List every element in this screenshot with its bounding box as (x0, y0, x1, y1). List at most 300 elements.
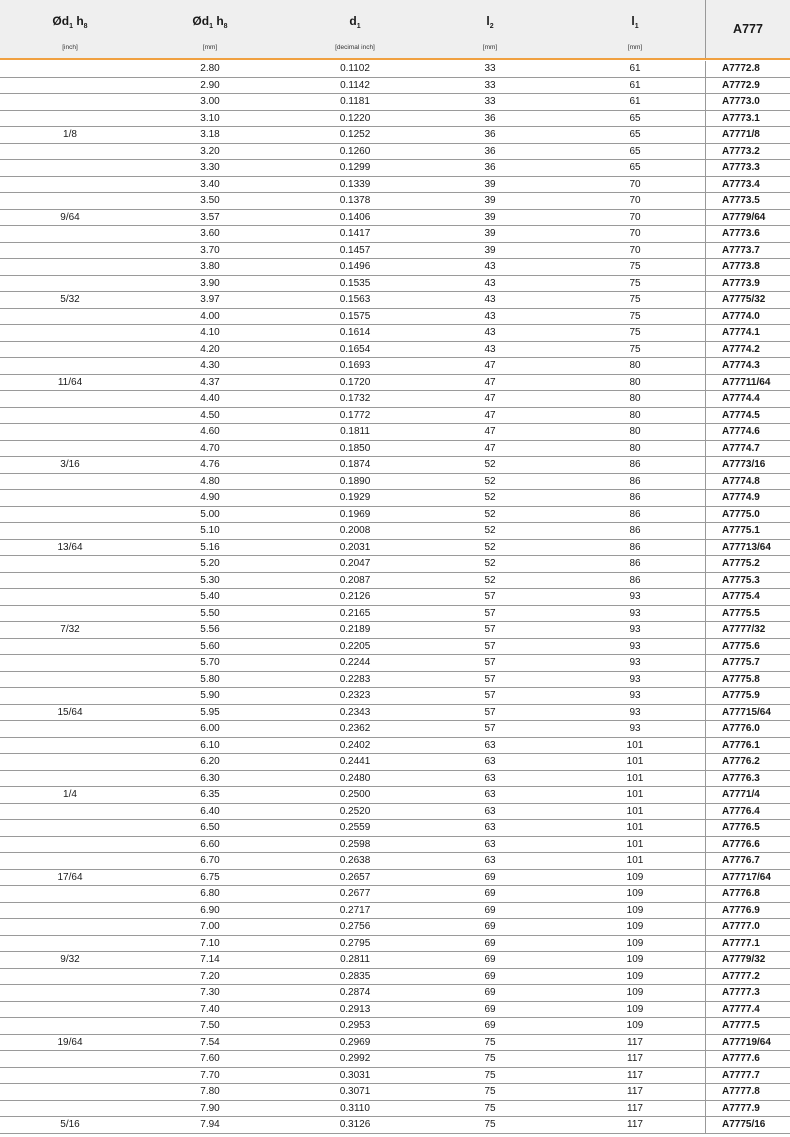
cell-diameter-mm: 6.60 (200, 838, 220, 850)
cell-length-l1: 75 (629, 310, 641, 322)
cell-length-l2: 63 (484, 772, 496, 784)
cell-article-code: A7776.6 (705, 837, 790, 854)
cell-diameter-decimal: 0.1890 (339, 475, 371, 487)
cell-diameter-decimal: 0.2835 (339, 970, 371, 982)
header-diameter-decimal: $d_1$ [decimal inch] (310, 0, 400, 58)
cell-diameter-decimal: 0.1406 (339, 211, 371, 223)
cell-diameter-decimal: 0.2126 (339, 591, 371, 602)
cell-length-l1: 93 (629, 607, 641, 619)
cell-diameter-mm: 7.90 (200, 1102, 220, 1114)
cell-diameter-mm: 3.20 (200, 145, 220, 157)
table-row (0, 639, 790, 656)
cell-length-l2: 75 (484, 1102, 496, 1114)
cell-length-l2: 52 (484, 459, 496, 470)
cell-length-l1: 93 (629, 640, 641, 652)
cell-article-code: A7773.3 (705, 160, 790, 177)
cell-article-code: A7774.3 (705, 358, 790, 375)
cell-diameter-decimal: 0.1102 (340, 63, 370, 74)
cell-diameter-decimal: 0.1299 (339, 162, 371, 173)
cell-diameter-decimal: 0.2638 (339, 855, 371, 866)
cell-length-l1: 101 (626, 739, 644, 751)
cell-diameter-mm: 4.60 (200, 426, 220, 437)
cell-length-l1: 93 (629, 624, 641, 635)
cell-diameter-decimal: 0.2087 (339, 574, 371, 586)
table-row (0, 705, 790, 722)
cell-length-l2: 36 (484, 162, 496, 173)
table-row (0, 919, 790, 936)
cell-length-l1: 101 (626, 772, 644, 784)
cell-article-code: A7773.4 (705, 177, 790, 194)
cell-length-l2: 43 (484, 343, 496, 355)
cell-length-l1: 101 (626, 838, 644, 850)
cell-length-l1: 101 (626, 789, 644, 800)
cell-diameter-decimal: 0.1339 (339, 178, 371, 190)
cell-diameter-decimal: 0.2480 (339, 772, 371, 784)
cell-article-code: A7773.5 (705, 193, 790, 210)
cell-article-code: A77715/64 (705, 705, 790, 722)
cell-article-code: A7775.3 (705, 573, 790, 590)
cell-length-l1: 93 (629, 673, 641, 685)
cell-diameter-decimal: 0.1850 (339, 442, 371, 454)
cell-length-l1: 65 (629, 112, 641, 124)
cell-diameter-decimal: 0.1720 (339, 376, 371, 388)
cell-diameter-decimal: 0.2165 (339, 607, 371, 619)
cell-length-l2: 47 (484, 393, 496, 404)
cell-length-l1: 80 (629, 360, 641, 371)
table-row (0, 1018, 790, 1035)
cell-length-l1: 75 (629, 277, 641, 289)
table-row (0, 424, 790, 441)
cell-length-l1: 101 (626, 805, 644, 817)
header-unit: [decimal inch] (335, 44, 375, 51)
cell-length-l2: 69 (484, 888, 496, 899)
cell-length-l2: 36 (484, 129, 496, 140)
cell-article-code: A7777.8 (705, 1084, 790, 1101)
cell-diameter-inch: 7/32 (60, 624, 80, 635)
cell-length-l1: 117 (627, 1069, 643, 1081)
cell-article-code: A7776.1 (705, 738, 790, 755)
cell-length-l1: 86 (629, 574, 641, 586)
cell-length-l1: 80 (629, 376, 641, 388)
cell-diameter-decimal: 0.2969 (339, 1036, 371, 1048)
cell-article-code: A7773.9 (705, 276, 790, 293)
cell-length-l2: 43 (484, 327, 496, 338)
cell-length-l2: 75 (484, 1119, 496, 1130)
cell-diameter-inch: 3/16 (60, 459, 80, 470)
table-row (0, 622, 790, 639)
cell-article-code: A77719/64 (705, 1035, 790, 1052)
cell-article-code: A7774.0 (705, 309, 790, 326)
cell-length-l2: 63 (484, 855, 496, 866)
table-row (0, 243, 790, 260)
table-row (0, 771, 790, 788)
cell-length-l2: 69 (484, 970, 496, 982)
cell-article-code: A77713/64 (705, 540, 790, 557)
cell-diameter-mm: 3.30 (200, 162, 220, 173)
cell-length-l1: 117 (627, 1086, 643, 1097)
cell-article-code: A7777/32 (705, 622, 790, 639)
table-row (0, 276, 790, 293)
cell-article-code: A7772.8 (705, 61, 790, 78)
cell-length-l1: 86 (629, 558, 641, 569)
cell-article-code: A7777.0 (705, 919, 790, 936)
cell-diameter-decimal: 0.1614 (339, 327, 371, 338)
cell-diameter-mm: 5.95 (200, 706, 220, 718)
cell-diameter-mm: 4.40 (200, 393, 220, 404)
cell-diameter-mm: 5.30 (200, 574, 220, 586)
cell-diameter-decimal: 0.2598 (339, 838, 371, 850)
cell-length-l2: 63 (484, 838, 496, 850)
table-row (0, 820, 790, 837)
cell-article-code: A7775.6 (705, 639, 790, 656)
cell-length-l1: 93 (629, 723, 641, 734)
cell-diameter-decimal: 0.1732 (339, 393, 371, 404)
cell-diameter-mm: 7.54 (200, 1036, 220, 1048)
cell-diameter-decimal: 0.1693 (339, 360, 371, 371)
table-row (0, 936, 790, 953)
cell-length-l2: 43 (484, 277, 496, 289)
cell-diameter-decimal: 0.3031 (339, 1069, 371, 1081)
cell-length-l2: 43 (484, 310, 496, 322)
cell-article-code: A7776.8 (705, 886, 790, 903)
table-row (0, 969, 790, 986)
cell-length-l2: 52 (484, 574, 496, 586)
cell-diameter-decimal: 0.3071 (339, 1086, 371, 1097)
cell-length-l2: 69 (484, 1020, 496, 1031)
cell-article-code: A7774.9 (705, 490, 790, 507)
table-row (0, 1068, 790, 1085)
cell-diameter-inch: 17/64 (57, 871, 83, 883)
cell-diameter-mm: 5.50 (200, 607, 220, 619)
cell-article-code: A7773.6 (705, 226, 790, 243)
cell-length-l2: 69 (484, 871, 496, 883)
cell-diameter-mm: 2.80 (200, 63, 220, 74)
cell-diameter-mm: 7.30 (200, 987, 220, 998)
cell-diameter-decimal: 0.1142 (340, 79, 370, 91)
table-row (0, 127, 790, 144)
cell-length-l2: 63 (484, 805, 496, 817)
cell-article-code: A7773.2 (705, 144, 790, 161)
cell-article-code: A7775.8 (705, 672, 790, 689)
cell-article-code: A7774.2 (705, 342, 790, 359)
table-row (0, 94, 790, 111)
cell-length-l2: 52 (484, 558, 496, 569)
cell-length-l1: 65 (629, 162, 641, 173)
cell-article-code: A7775.2 (705, 556, 790, 573)
cell-diameter-mm: 6.90 (200, 904, 220, 916)
cell-article-code: A7771/8 (705, 127, 790, 144)
cell-diameter-mm: 2.90 (200, 79, 220, 91)
cell-length-l1: 117 (627, 1036, 643, 1048)
table-row (0, 738, 790, 755)
cell-article-code: A7774.1 (705, 325, 790, 342)
cell-length-l1: 101 (626, 756, 644, 767)
table-row (0, 160, 790, 177)
header-symbol: Ød (192, 14, 210, 28)
cell-length-l2: 52 (484, 492, 496, 503)
table-row (0, 540, 790, 557)
cell-diameter-mm: 5.56 (200, 624, 220, 635)
cell-length-l1: 109 (626, 937, 644, 949)
cell-article-code: A7773/16 (705, 457, 790, 474)
cell-diameter-mm: 7.40 (200, 1003, 220, 1015)
cell-article-code: A7777.1 (705, 936, 790, 953)
table-row (0, 111, 790, 128)
cell-length-l2: 57 (484, 706, 496, 718)
cell-length-l1: 93 (629, 657, 641, 668)
header-length-l1: $l_1$ [mm] (600, 0, 670, 58)
cell-diameter-decimal: 0.2244 (339, 657, 371, 668)
cell-length-l1: 70 (629, 178, 641, 190)
cell-diameter-mm: 3.00 (200, 96, 220, 107)
cell-diameter-mm: 5.80 (200, 673, 220, 685)
cell-diameter-decimal: 0.2500 (339, 789, 371, 800)
cell-length-l1: 93 (629, 591, 641, 602)
cell-length-l1: 86 (629, 459, 641, 470)
cell-length-l1: 101 (626, 822, 644, 833)
cell-length-l1: 109 (626, 987, 644, 998)
cell-article-code: A7777.6 (705, 1051, 790, 1068)
cell-length-l1: 86 (629, 508, 641, 520)
cell-length-l2: 69 (484, 987, 496, 998)
cell-diameter-decimal: 0.1969 (339, 508, 371, 520)
table-row (0, 853, 790, 870)
cell-article-code: A7776.3 (705, 771, 790, 788)
cell-length-l2: 63 (484, 789, 496, 800)
cell-diameter-mm: 6.20 (200, 756, 220, 767)
cell-diameter-mm: 7.50 (200, 1020, 220, 1031)
cell-diameter-inch: 15/64 (57, 706, 83, 718)
cell-length-l2: 36 (484, 112, 496, 124)
cell-diameter-decimal: 0.2362 (339, 723, 371, 734)
cell-length-l2: 39 (484, 244, 496, 256)
cell-diameter-decimal: 0.2874 (339, 987, 371, 998)
cell-diameter-mm: 3.60 (200, 228, 220, 239)
table-row (0, 309, 790, 326)
cell-diameter-decimal: 0.1260 (339, 145, 371, 157)
cell-length-l1: 61 (629, 79, 641, 91)
cell-length-l2: 36 (484, 145, 496, 157)
header-symbol: l (486, 14, 490, 28)
cell-diameter-inch: 1/4 (63, 789, 77, 800)
cell-diameter-mm: 6.75 (200, 871, 220, 883)
table-row (0, 259, 790, 276)
cell-length-l2: 52 (484, 525, 496, 536)
cell-diameter-mm: 5.40 (200, 591, 220, 602)
cell-diameter-decimal: 0.1874 (339, 459, 371, 470)
cell-article-code: A7775.7 (705, 655, 790, 672)
cell-article-code: A7775.0 (705, 507, 790, 524)
cell-length-l2: 57 (484, 723, 496, 734)
cell-article-code: A7775/16 (705, 1117, 790, 1134)
cell-article-code: A7774.4 (705, 391, 790, 408)
cell-article-code: A7777.7 (705, 1068, 790, 1085)
cell-length-l1: 75 (629, 327, 641, 338)
cell-article-code: A7777.4 (705, 1002, 790, 1019)
cell-diameter-mm: 7.20 (200, 970, 220, 982)
cell-diameter-decimal: 0.2441 (339, 756, 371, 767)
table-row (0, 193, 790, 210)
cell-length-l2: 47 (484, 442, 496, 454)
cell-article-code: A7774.7 (705, 441, 790, 458)
cell-diameter-decimal: 0.1535 (339, 277, 371, 289)
table-row (0, 61, 790, 78)
header-symbol: l (631, 14, 635, 28)
cell-diameter-decimal: 0.1575 (339, 310, 371, 322)
cell-diameter-decimal: 0.2205 (339, 640, 371, 652)
cell-article-code: A7773.1 (705, 111, 790, 128)
table-row (0, 1035, 790, 1052)
table-row (0, 804, 790, 821)
header-diameter-inch: $Ød_1$ $h_8$ [inch] (30, 0, 110, 58)
cell-article-code: A7776.4 (705, 804, 790, 821)
cell-article-code: A7775.9 (705, 688, 790, 705)
cell-length-l2: 69 (484, 921, 496, 932)
table-row (0, 556, 790, 573)
table-row (0, 1051, 790, 1068)
header-unit: [inch] (62, 44, 78, 51)
cell-length-l1: 109 (626, 970, 644, 982)
cell-length-l2: 47 (484, 426, 496, 437)
table-row (0, 441, 790, 458)
cell-length-l1: 65 (629, 129, 641, 140)
table-row (0, 358, 790, 375)
cell-length-l2: 57 (484, 657, 496, 668)
table-row (0, 589, 790, 606)
cell-diameter-mm: 3.70 (200, 244, 220, 256)
cell-length-l2: 33 (484, 63, 496, 74)
cell-diameter-mm: 3.18 (200, 129, 220, 140)
cell-length-l2: 69 (484, 904, 496, 916)
cell-diameter-mm: 5.16 (200, 541, 220, 553)
cell-length-l2: 39 (484, 195, 496, 206)
cell-length-l1: 70 (629, 211, 641, 223)
cell-diameter-decimal: 0.1563 (339, 294, 371, 305)
cell-diameter-decimal: 0.2031 (339, 541, 371, 553)
cell-length-l2: 69 (484, 954, 496, 965)
cell-length-l1: 75 (629, 343, 641, 355)
header-unit: [mm] (202, 44, 218, 51)
header-unit: [mm] (482, 44, 498, 51)
table-row (0, 523, 790, 540)
cell-diameter-mm: 6.40 (200, 805, 220, 817)
cell-article-code: A7776.0 (705, 721, 790, 738)
cell-diameter-mm: 3.10 (200, 112, 220, 124)
cell-article-code: A7773.8 (705, 259, 790, 276)
cell-length-l1: 80 (629, 426, 641, 437)
cell-length-l2: 39 (484, 211, 496, 223)
cell-diameter-decimal: 0.2343 (339, 706, 371, 718)
table-row (0, 177, 790, 194)
cell-diameter-mm: 4.70 (200, 442, 220, 454)
table-row (0, 721, 790, 738)
cell-length-l1: 75 (629, 294, 641, 305)
cell-diameter-inch: 19/64 (57, 1036, 83, 1048)
table-row (0, 226, 790, 243)
cell-length-l2: 43 (484, 294, 496, 305)
table-row (0, 672, 790, 689)
cell-length-l2: 75 (484, 1036, 496, 1048)
cell-article-code: A7774.8 (705, 474, 790, 491)
cell-article-code: A7777.3 (705, 985, 790, 1002)
cell-length-l2: 52 (484, 508, 496, 520)
table-row (0, 886, 790, 903)
table-row (0, 78, 790, 95)
cell-diameter-decimal: 0.1929 (339, 492, 371, 503)
cell-length-l2: 43 (484, 261, 496, 272)
cell-diameter-mm: 3.80 (200, 261, 220, 272)
cell-length-l1: 93 (629, 690, 641, 701)
cell-diameter-mm: 7.10 (200, 937, 220, 949)
cell-diameter-mm: 7.80 (200, 1086, 220, 1097)
cell-article-code: A7772.9 (705, 78, 790, 95)
cell-article-code: A7773.0 (705, 94, 790, 111)
cell-diameter-mm: 6.50 (200, 822, 220, 833)
cell-diameter-mm: 7.94 (200, 1119, 220, 1130)
cell-diameter-decimal: 0.2953 (339, 1020, 371, 1031)
cell-length-l2: 52 (484, 475, 496, 487)
cell-diameter-decimal: 0.2323 (339, 690, 371, 701)
cell-diameter-mm: 7.00 (200, 921, 220, 932)
cell-length-l1: 109 (626, 904, 644, 916)
cell-length-l2: 57 (484, 673, 496, 685)
table-row (0, 1117, 790, 1134)
cell-article-code: A7771/4 (705, 787, 790, 804)
cell-article-code: A7779/64 (705, 210, 790, 227)
cell-length-l1: 70 (629, 195, 641, 206)
cell-length-l1: 86 (629, 492, 641, 503)
cell-diameter-inch: 11/64 (57, 376, 83, 388)
cell-diameter-mm: 5.70 (200, 657, 220, 668)
table-row (0, 144, 790, 161)
table-row (0, 870, 790, 887)
cell-diameter-mm: 6.80 (200, 888, 220, 899)
cell-length-l1: 109 (626, 1020, 644, 1031)
cell-diameter-mm: 5.90 (200, 690, 220, 701)
cell-length-l1: 61 (629, 63, 641, 74)
header-unit: [mm] (627, 44, 643, 51)
cell-article-code: A7777.2 (705, 969, 790, 986)
cell-length-l2: 52 (484, 541, 496, 553)
cell-diameter-decimal: 0.2913 (339, 1003, 371, 1015)
table-row (0, 754, 790, 771)
cell-diameter-mm: 6.70 (200, 855, 220, 866)
cell-diameter-decimal: 0.1772 (339, 409, 371, 421)
header-length-l2: $l_2$ [mm] (455, 0, 525, 58)
cell-diameter-decimal: 0.1417 (339, 228, 371, 239)
cell-diameter-decimal: 0.2402 (339, 739, 371, 751)
cell-diameter-mm: 6.10 (200, 739, 220, 751)
cell-diameter-inch: 5/32 (60, 294, 80, 305)
cell-length-l2: 57 (484, 591, 496, 602)
cell-article-code: A7775/32 (705, 292, 790, 309)
cell-diameter-decimal: 0.1496 (339, 261, 371, 272)
cell-diameter-mm: 4.30 (200, 360, 220, 371)
table-row (0, 457, 790, 474)
cell-length-l2: 75 (484, 1069, 496, 1081)
table-row (0, 573, 790, 590)
cell-length-l1: 93 (629, 706, 641, 718)
cell-length-l1: 109 (626, 1003, 644, 1015)
cell-article-code: A7775.5 (705, 606, 790, 623)
cell-length-l2: 47 (484, 360, 496, 371)
cell-length-l1: 109 (626, 888, 644, 899)
cell-length-l2: 69 (484, 937, 496, 949)
cell-length-l2: 75 (484, 1053, 496, 1064)
table-row (0, 787, 790, 804)
table-header (0, 0, 790, 60)
cell-diameter-decimal: 0.2811 (340, 954, 370, 965)
